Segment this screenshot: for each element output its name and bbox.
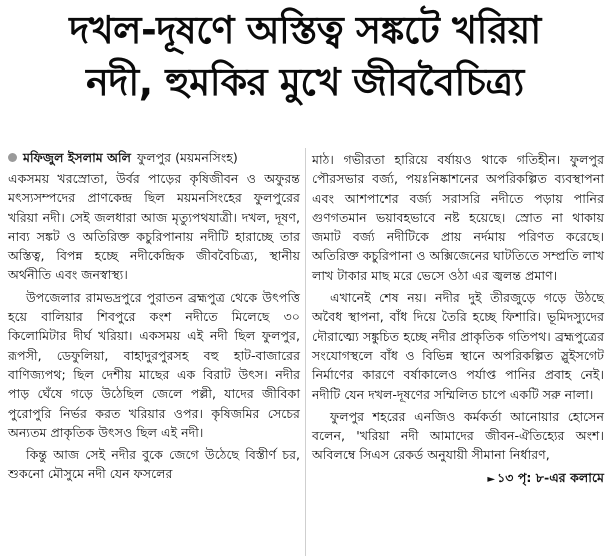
byline-location: ফুলপুর (ময়মনসিংহ) xyxy=(137,150,238,165)
paragraph: কিন্তু আজ সেই নদীর বুকে জেগে উঠেছে বিস্তীর্ণ চর, শুকনো মৌসুমে নদী যেন ফসলের xyxy=(8,447,300,482)
headline xyxy=(0,4,610,108)
byline-bullet-icon xyxy=(8,153,17,162)
article-column-left xyxy=(8,148,300,487)
continuation-text: ১৩ পৃ: ৮-এর কলামে xyxy=(497,469,604,485)
paragraph: এখানেই শেষ নয়। নদীর দুই তীরজুড়ে গড়ে উঠছে অবৈধ স্থাপনা, বাঁধ দিয়ে তৈরি হচ্ছে ফিশারি। ভূমিদস্যুদের দৌরাত্ম্যে সঙ্কুচিত হচ্ছে নদীর প্রাকৃতিক গতিপথ। ব্রহ্মপুত্রের সংযোগস্থলে বাঁধ ও বিভিন্ন স্থানে অপরিকল্পিত স্লুইসগেট নির্মাণের কারণে বর্ষাকালেও পর্যাপ্ত পানির প্রবাহ নেই। নদীটি যেন দখল-দূষণের সম্মিলিত চাপে একটি সরু নালা। xyxy=(312,290,604,402)
paragraph: উপজেলার রামভদ্রপুরে পুরাতন ব্রহ্মপুত্র থেকে উৎপত্তি হয়ে বালিয়ার শিবপুরে কংশ নদীতে মিলেছে ৩০ কিলোমিটার দীর্ঘ খরিয়া। একসময় এই নদী ছিল ফুলপুর, রূপসী, ডেফুলিয়া, বাহাদুরপুরসহ বহু হাট-বাজারের বাণিজ্যপথ; ছিল দেশীয় মাছের এক বিরাট উৎস। নদীর পাড় ঘেঁষে গড়ে উঠেছিল জেলে পল্লী, যাদের জীবিকা পুরোপুরি নির্ভর করত খরিয়ার ওপর। কৃষিজমির সেচের অন্যতম প্রাকৃতিক উৎসও ছিল এই নদী। xyxy=(8,289,300,440)
paragraph: মাঠ। গভীরতা হারিয়ে বর্ষায়ও থাকে গতিহীন। ফুলপুর পৌরসভার বর্জ্য, পয়ঃনিষ্কাশনের অপরিকল্পিত ব্যবস্থাপনা এবং আশপাশের বর্জ্য সরাসরি নদীতে পড়ায় পানির গুণগতমান ভয়াবহভাবে নষ্ট হয়েছে। স্রোত না থাকায় জমাট বর্জ্য নদীটিকে প্রায় নর্দমায় পরিণত করেছে। অতিরিক্ত কচুরিপানা ও অক্সিজেনের ঘাটতিতে সম্প্রতি লাখ লাখ টাকার মাছ মরে ভেসে ওঠা এর জ্বলন্ত প্রমাণ। xyxy=(312,152,604,283)
paragraph: একসময় খরস্রোতা, উর্বর পাড়ের কৃষিজীবন ও অফুরন্ত মৎস্যসম্পদের প্রাণকেন্দ্র ছিল ময়মনসিংহের ফুলপুরের খরিয়া নদী। সেই জলধারা আজ মৃত্যুপথযাত্রী। দখল, দূষণ, নাব্য সঙ্কট ও অতিরিক্ত কচুরিপানায় নদীটি হারাচ্ছে তার অস্তিত্ব, বিপন্ন হচ্ছে নদীকেন্দ্রিক জীববৈচিত্র্য, স্থানীয় অর্থনীতি এবং জনস্বাস্থ্য। xyxy=(8,171,300,283)
byline xyxy=(8,148,300,167)
byline-author: মফিজুল ইসলাম অলি xyxy=(23,150,132,165)
column-divider xyxy=(305,148,306,556)
headline-line-1: দখল-দূষণে অস্তিত্ব সঙ্কটে খরিয়া xyxy=(69,8,541,52)
headline-line-2: নদী, হুমকির মুখে জীববৈচিত্র্য xyxy=(86,60,524,104)
continuation-jump xyxy=(312,468,604,489)
article-column-right xyxy=(312,150,604,489)
paragraph: ফুলপুর শহরের এনজিও কর্মকর্তা আনোয়ার হোসেন বলেন, 'খরিয়া নদী আমাদের জীবন-ঐতিহ্যের অংশ। অবিলম্বে সিএস রেকর্ড অনুযায়ী সীমানা নির্ধারণ, xyxy=(312,408,604,463)
triangle-right-icon: ► xyxy=(487,473,496,485)
